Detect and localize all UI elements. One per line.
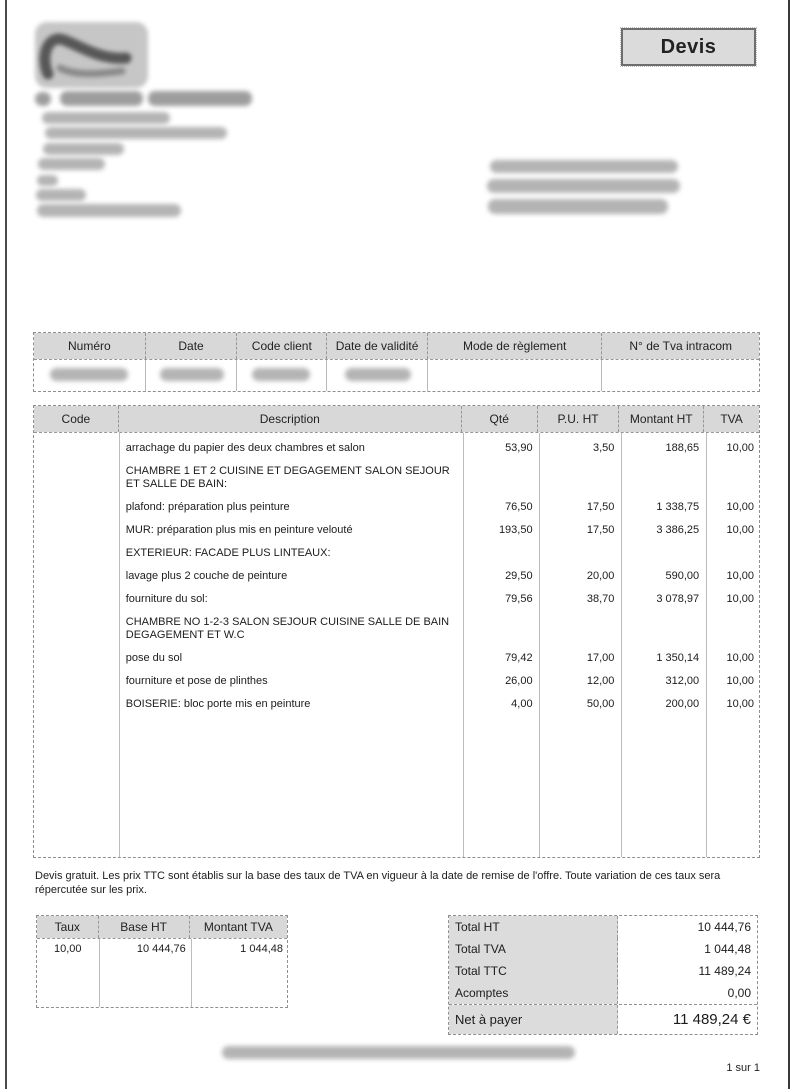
net-a-payer-value: 11 489,24 €	[672, 1011, 751, 1028]
item-row	[34, 437, 759, 460]
item-row	[34, 496, 759, 519]
header-date: Date	[146, 333, 238, 359]
legal-note: Devis gratuit. Les prix TTC sont établis sur la base des taux de TVA en vigueur à la date de remise de l'offre. Toute variation de ces taux sera répercutée sur les prix.	[35, 870, 721, 896]
item-montant-ht: 188,65	[665, 442, 700, 454]
vat-montant-tva: 1 044,48	[240, 943, 283, 955]
header-date-validite: Date de validité	[327, 333, 428, 359]
header-description: Description	[119, 406, 462, 432]
item-pu-ht	[538, 616, 620, 642]
item-qty: 26,00	[505, 675, 533, 687]
company-phone-redacted	[38, 158, 105, 170]
item-description: MUR: préparation plus mis en peinture velouté	[125, 524, 353, 536]
total-ttc-label: Total TTC	[449, 960, 618, 982]
header-code: Code	[34, 406, 119, 432]
item-pu-ht: 17,50	[586, 501, 615, 513]
company-address-redacted	[45, 127, 227, 139]
item-qty: 79,56	[505, 593, 533, 605]
page-number: 1 sur 1	[726, 1062, 760, 1074]
scan-border-left	[5, 0, 7, 1089]
code-client-value-cell	[237, 360, 327, 391]
item-row	[34, 460, 759, 496]
acomptes-value: 0,00	[727, 986, 751, 1000]
item-tva: 10,00	[726, 698, 754, 710]
items-header-row	[34, 406, 759, 433]
company-fax-redacted	[37, 175, 58, 186]
item-montant-ht: 312,00	[665, 675, 700, 687]
item-tva: 10,00	[726, 675, 754, 687]
header-mode-reglement: Mode de règlement	[428, 333, 603, 359]
header-qte: Qté	[462, 406, 538, 432]
column-divider	[99, 939, 100, 1007]
items-table	[33, 405, 760, 858]
item-row	[34, 542, 759, 565]
item-tva: 10,00	[726, 593, 754, 605]
item-pu-ht: 12,00	[586, 675, 615, 687]
column-divider	[191, 939, 192, 1007]
vat-row	[37, 939, 287, 955]
net-a-payer-label: Net à payer	[449, 1005, 618, 1034]
item-montant-ht	[619, 547, 704, 560]
item-description: fourniture du sol:	[125, 593, 208, 605]
item-description: EXTERIEUR: FACADE PLUS LINTEAUX:	[125, 547, 331, 559]
item-description: arrachage du papier des deux chambres et salon	[125, 442, 365, 454]
item-montant-ht: 1 350,14	[656, 652, 700, 664]
item-qty	[462, 616, 538, 642]
item-pu-ht	[538, 465, 620, 491]
item-qty	[462, 465, 538, 491]
item-montant-ht	[619, 616, 704, 642]
header-montant-ht: Montant HT	[619, 406, 704, 432]
items-body	[34, 433, 759, 857]
vat-base-ht: 10 444,76	[136, 943, 186, 955]
company-logo-swoosh	[30, 16, 160, 100]
item-tva	[704, 547, 759, 560]
tva-intracom-value-cell	[602, 360, 759, 391]
item-montant-ht: 1 338,75	[656, 501, 700, 513]
document-title: Devis	[660, 35, 717, 58]
item-tva: 10,00	[726, 652, 754, 664]
item-qty: 53,90	[505, 442, 533, 454]
item-qty: 29,50	[505, 570, 533, 582]
numero-value-cell	[34, 360, 146, 391]
vat-breakdown-table	[36, 915, 288, 1008]
item-row	[34, 647, 759, 670]
code-client-redacted	[252, 368, 310, 381]
total-ht-row	[449, 916, 757, 938]
company-address-redacted	[42, 112, 170, 124]
item-tva: 10,00	[726, 501, 754, 513]
item-pu-ht: 17,50	[586, 524, 615, 536]
item-row	[34, 693, 759, 716]
item-tva: 10,00	[726, 570, 754, 582]
company-name-redacted	[35, 92, 51, 106]
header-montant-tva: Montant TVA	[190, 916, 287, 938]
total-ht-label: Total HT	[449, 916, 618, 938]
item-pu-ht: 3,50	[592, 442, 615, 454]
acomptes-label: Acomptes	[449, 982, 618, 1004]
quote-info-table	[33, 332, 760, 392]
item-description: pose du sol	[125, 652, 183, 664]
recipient-city-redacted	[488, 199, 668, 214]
item-montant-ht: 3 386,25	[656, 524, 700, 536]
item-description: BOISERIE: bloc porte mis en peinture	[125, 698, 311, 710]
recipient-address-redacted	[487, 179, 680, 193]
totals-table	[448, 915, 758, 1035]
total-tva-value: 1 044,48	[704, 942, 751, 956]
company-name-redacted	[60, 91, 143, 106]
item-qty: 76,50	[505, 501, 533, 513]
document-title-box	[621, 28, 756, 66]
date-redacted	[160, 368, 224, 381]
header-numero: Numéro	[34, 333, 146, 359]
scan-border-right	[788, 0, 790, 1089]
header-code-client: Code client	[237, 333, 327, 359]
item-qty: 193,50	[498, 524, 533, 536]
quote-info-header-row	[34, 333, 759, 360]
item-tva	[704, 616, 759, 642]
item-tva: 10,00	[726, 442, 754, 454]
date-validite-redacted	[345, 368, 411, 381]
acomptes-row	[449, 982, 757, 1004]
quote-info-values-row	[34, 360, 759, 391]
item-row	[34, 611, 759, 647]
header-tva-intracom: N° de Tva intracom	[602, 333, 759, 359]
item-description: CHAMBRE NO 1-2-3 SALON SEJOUR CUISINE SALLE DE BAIN DEGAGEMENT ET W.C	[125, 616, 450, 641]
item-pu-ht: 17,00	[586, 652, 615, 664]
header-taux: Taux	[37, 916, 99, 938]
item-qty: 4,00	[511, 698, 533, 710]
item-row	[34, 670, 759, 693]
mode-reglement-value-cell	[428, 360, 603, 391]
date-validite-value-cell	[327, 360, 428, 391]
item-description: fourniture et pose de plinthes	[125, 675, 268, 687]
total-ht-value: 10 444,76	[697, 920, 751, 934]
header-tva: TVA	[704, 406, 759, 432]
footer-company-info-redacted	[222, 1046, 575, 1059]
company-name-redacted	[148, 91, 252, 106]
vat-taux: 10,00	[53, 943, 82, 955]
company-address-redacted	[43, 143, 124, 155]
total-tva-label: Total TVA	[449, 938, 618, 960]
item-description: CHAMBRE 1 ET 2 CUISINE ET DEGAGEMENT SALON SEJOUR ET SALLE DE BAIN:	[125, 465, 450, 490]
total-ttc-value: 11 489,24	[698, 964, 751, 978]
vat-body	[37, 939, 287, 1007]
item-montant-ht: 200,00	[665, 698, 700, 710]
item-row	[34, 588, 759, 611]
company-contact-redacted	[36, 189, 86, 201]
recipient-name-redacted	[490, 160, 678, 173]
item-pu-ht: 20,00	[586, 570, 615, 582]
numero-redacted	[50, 368, 128, 381]
item-pu-ht: 38,70	[586, 593, 615, 605]
item-row	[34, 565, 759, 588]
header-base-ht: Base HT	[99, 916, 190, 938]
item-qty: 79,42	[505, 652, 533, 664]
item-montant-ht: 590,00	[665, 570, 700, 582]
item-qty	[462, 547, 538, 560]
date-value-cell	[146, 360, 238, 391]
item-description: plafond: préparation plus peinture	[125, 501, 290, 513]
item-row	[34, 519, 759, 542]
item-montant-ht: 3 078,97	[656, 593, 700, 605]
item-montant-ht	[619, 465, 704, 491]
item-tva	[704, 465, 759, 491]
total-ttc-row	[449, 960, 757, 982]
net-a-payer-row	[449, 1004, 757, 1034]
total-tva-row	[449, 938, 757, 960]
item-description: lavage plus 2 couche de peinture	[125, 570, 288, 582]
item-tva: 10,00	[726, 524, 754, 536]
vat-header-row	[37, 916, 287, 939]
company-email-redacted	[37, 204, 181, 217]
header-pu-ht: P.U. HT	[538, 406, 620, 432]
item-pu-ht: 50,00	[586, 698, 615, 710]
item-pu-ht	[538, 547, 620, 560]
